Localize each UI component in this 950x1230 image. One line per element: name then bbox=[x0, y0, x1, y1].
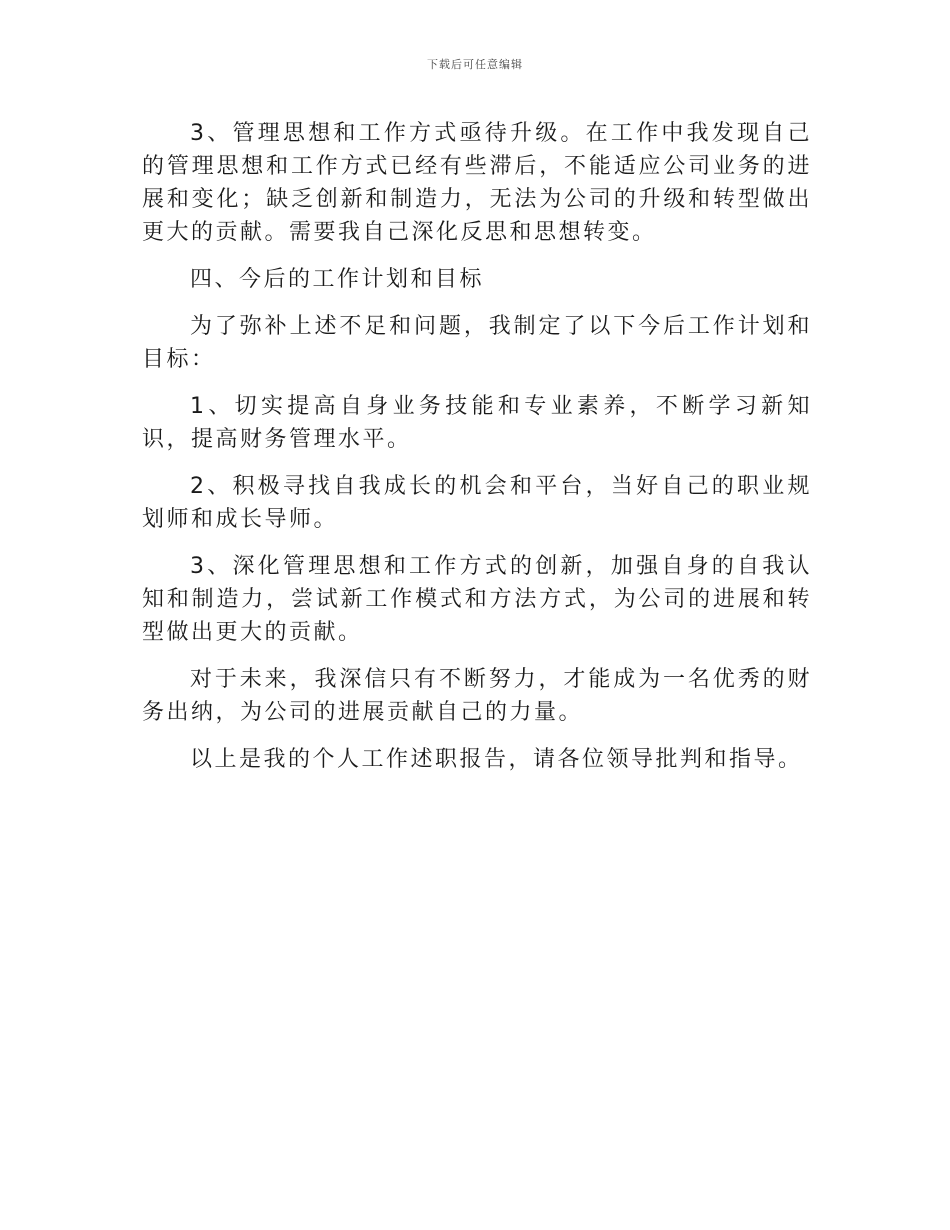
paragraph-plan-intro: 为了弥补上述不足和问题，我制定了以下今后工作计划和目标： bbox=[142, 314, 812, 372]
paragraph-goal-2: 2、积极寻找自我成长的机会和平台，当好自己的职业规划师和成长导师。 bbox=[142, 474, 812, 532]
paragraph-future-outlook: 对于未来，我深信只有不断努力，才能成为一名优秀的财务出纳，为公司的进展贡献自己的力量。 bbox=[142, 667, 812, 725]
paragraph-closing: 以上是我的个人工作述职报告，请各位领导批判和指导。 bbox=[190, 747, 803, 772]
paragraph-goal-3: 3、深化管理思想和工作方式的创新，加强自身的自我认知和制造力，尝试新工作模式和方法方式，为公司的进展和转型做出更大的贡献。 bbox=[142, 554, 812, 645]
section-heading-future-plan: 四、今后的工作计划和目标 bbox=[190, 267, 485, 292]
paragraph-management-upgrade: 3、管理思想和工作方式亟待升级。在工作中我发现自己的管理思想和工作方式已经有些滞后，不能适应公司业务的进展和变化；缺乏创新和制造力，无法为公司的升级和转型做出更大的贡献。需要我自己深化反思和思想转变。 bbox=[142, 121, 812, 245]
document-body bbox=[142, 117, 812, 790]
paragraph-goal-1: 1、切实提高自身业务技能和专业素养，不断学习新知识，提高财务管理水平。 bbox=[142, 394, 812, 452]
page-header: 下载后可任意编辑 bbox=[427, 58, 523, 71]
